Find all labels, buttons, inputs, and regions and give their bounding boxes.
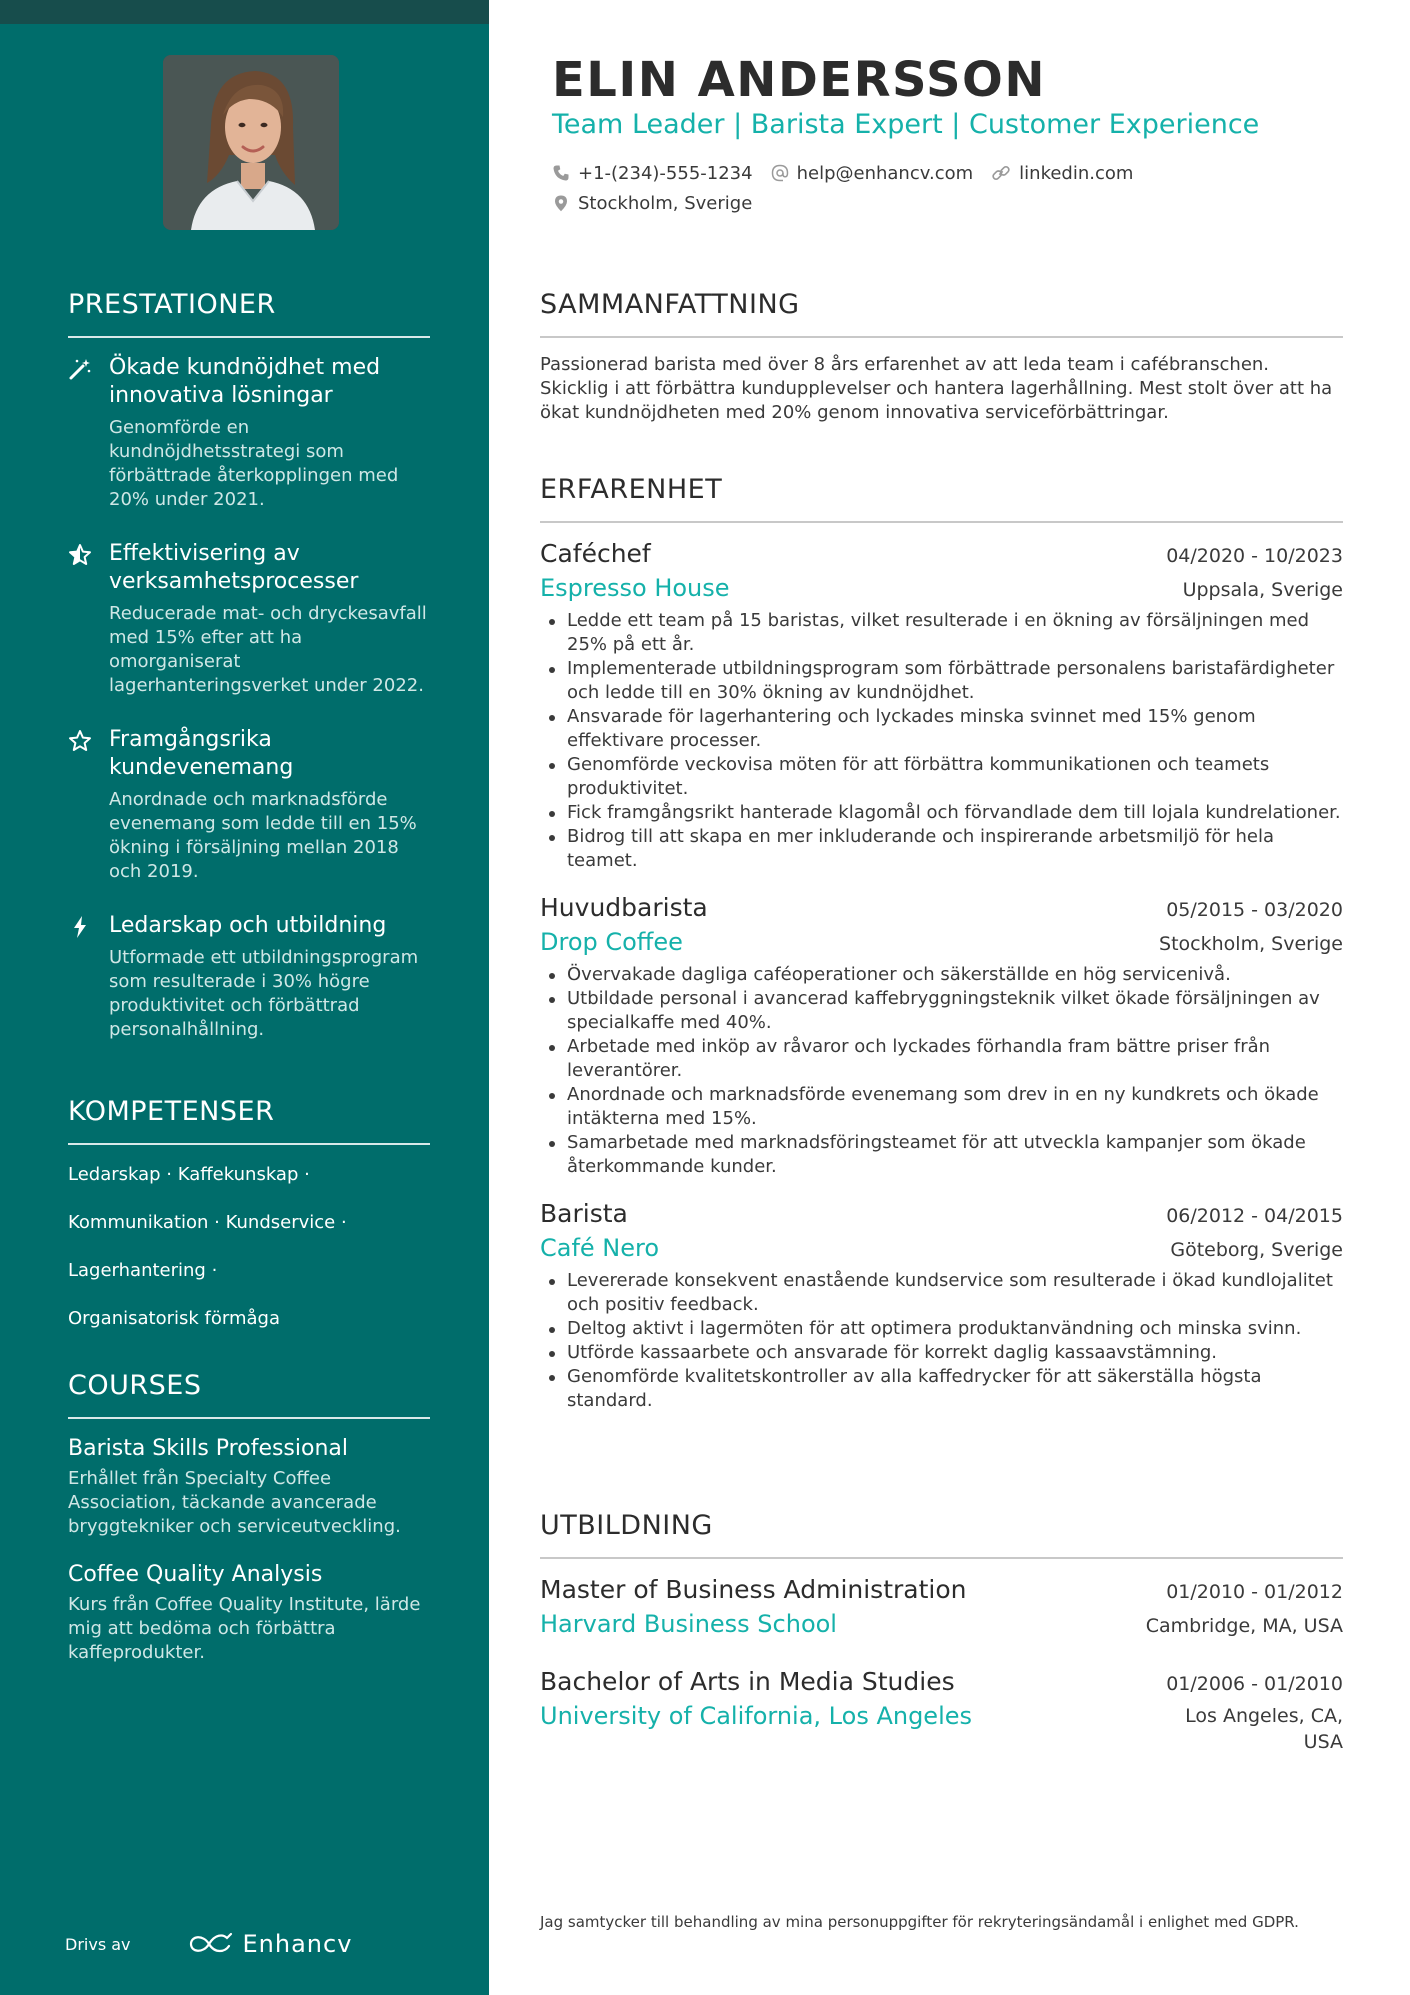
achievement-item <box>68 912 430 1042</box>
achievement-item <box>68 354 430 512</box>
summary-text: Passionerad barista med över 8 års erfarenhet av att leda team i cafébranschen. Skicklig i att förbättra kundupplevelser och hantera lagerhållning. Mest stolt över att ha ökat kundnöjdheten med 20% genom innovativa serviceförbättringar. <box>540 354 1333 423</box>
job-bullets <box>540 609 1343 873</box>
job-dates: 04/2020 - 10/2023 <box>1166 545 1343 567</box>
job-subheader <box>540 925 1343 959</box>
bullet-item: Utbildade personal i avancerad kaffebryggningsteknik vilket ökade försäljningen av specialkaffe med 40%. <box>540 987 1343 1035</box>
profile-photo <box>163 55 339 230</box>
skill-item: Organisatorisk förmåga <box>68 1308 280 1329</box>
education-entry <box>540 1573 1343 1641</box>
skill-row <box>68 1303 430 1335</box>
linkedin-url: linkedin.com <box>1019 162 1134 184</box>
job-location: Göteborg, Sverige <box>1170 1239 1343 1261</box>
contact-info <box>552 158 1332 218</box>
course-item <box>68 1435 430 1539</box>
summary-section <box>540 287 1343 425</box>
sidebar-top-bar <box>0 0 489 24</box>
sidebar <box>0 0 489 1995</box>
school-name: University of California, Los Angeles <box>540 1702 973 1730</box>
course-description: Kurs från Coffee Quality Institute, lärde mig att bedöma och förbättra kaffeprodukter. <box>68 1594 421 1663</box>
education-location-line: Los Angeles, CA, <box>1185 1705 1343 1727</box>
phone-icon <box>552 164 570 182</box>
education-header <box>540 1573 1343 1607</box>
education-subheader <box>540 1607 1343 1641</box>
phone-contact[interactable] <box>552 163 753 184</box>
achievements-heading: PRESTATIONER <box>68 287 430 338</box>
achievement-title: Ledarskap och utbildning <box>109 913 387 938</box>
location-contact <box>552 193 752 214</box>
education-location <box>1185 1699 1343 1755</box>
star-half-icon <box>68 543 92 567</box>
bullet-item: Ansvarade för lagerhantering och lyckades minska svinnet med 15% genom effektivare processer. <box>540 705 1343 753</box>
courses-heading: COURSES <box>68 1368 430 1419</box>
enhancv-logo-link[interactable] <box>189 1930 353 1958</box>
achievement-title: Ökade kundnöjdhet med innovativa lösningar <box>109 355 381 408</box>
company-name: Drop Coffee <box>540 928 683 956</box>
linkedin-contact[interactable] <box>991 163 1133 184</box>
school-name: Harvard Business School <box>540 1610 837 1638</box>
location-text: Stockholm, Sverige <box>578 192 753 214</box>
job-subheader <box>540 1231 1343 1265</box>
bullet-item: Anordnade och marknadsförde evenemang som drev in en ny kundkrets och ökade intäkterna med 15%. <box>540 1083 1343 1131</box>
achievement-title: Effektivisering av verksamhetsprocesser <box>109 541 359 594</box>
job-title: Barista <box>540 1199 628 1228</box>
achievements-section <box>68 287 430 1042</box>
company-name: Café Nero <box>540 1234 660 1262</box>
summary-heading: SAMMANFATTNING <box>540 287 1343 338</box>
bullet-item: Bidrog till att skapa en mer inkluderande och inspirerande arbetsmiljö för hela teamet. <box>540 825 1343 873</box>
job-location: Stockholm, Sverige <box>1159 933 1343 955</box>
achievement-description: Anordnade och marknadsförde evenemang som ledde till en 15% ökning i försäljning mellan 2018 och 2019. <box>109 789 417 882</box>
course-title: Barista Skills Professional <box>68 1436 349 1461</box>
enhancv-brand-text: Enhancv <box>242 1930 353 1958</box>
education-dates: 01/2006 - 01/2010 <box>1166 1673 1343 1695</box>
email-address: help@enhancv.com <box>796 162 974 184</box>
star-outline-icon <box>68 729 92 753</box>
job-header <box>540 537 1343 571</box>
job-bullets <box>540 1269 1343 1413</box>
contact-row <box>552 188 1332 218</box>
achievement-title: Framgångsrika kundevenemang <box>109 727 294 780</box>
phone-number: +1-(234)-555-1234 <box>578 162 753 184</box>
email-contact[interactable] <box>771 163 974 184</box>
job-dates: 06/2012 - 04/2015 <box>1166 1205 1343 1227</box>
skill-item: Kundservice · <box>225 1212 347 1233</box>
achievement-item <box>68 540 430 698</box>
gdpr-consent: Jag samtycker till behandling av mina personuppgifter för rekryteringsändamål i enlighet med GDPR. <box>540 1913 1299 1931</box>
location-pin-icon <box>552 193 570 213</box>
company-name: Espresso House <box>540 574 730 602</box>
experience-heading: ERFARENHET <box>540 472 1343 523</box>
job-title: Huvudbarista <box>540 893 708 922</box>
degree-title: Bachelor of Arts in Media Studies <box>540 1667 955 1696</box>
job-title: Caféchef <box>540 539 651 568</box>
education-header <box>540 1665 1343 1699</box>
achievement-description: Genomförde en kundnöjdhetsstrategi som förbättrade återkopplingen med 20% under 2021. <box>109 417 399 510</box>
powered-by-label: Drivs av <box>65 1934 131 1954</box>
bullet-item: Ledde ett team på 15 baristas, vilket resulterade i en ökning av försäljningen med 25% på ett år. <box>540 609 1343 657</box>
bullet-item: Övervakade dagliga caféoperationer och säkerställde en hög servicenivå. <box>540 963 1343 987</box>
skill-item: Lagerhantering · <box>68 1260 218 1281</box>
skill-item: Kaffekunskap · <box>177 1164 310 1185</box>
enhancv-logo-icon <box>189 1932 233 1956</box>
magic-wand-icon <box>68 357 92 381</box>
course-title: Coffee Quality Analysis <box>68 1562 323 1587</box>
degree-title: Master of Business Administration <box>540 1575 967 1604</box>
bullet-item: Samarbetade med marknadsföringsteamet för att utveckla kampanjer som ökade återkommande kunder. <box>540 1131 1343 1179</box>
bullet-item: Utförde kassaarbete och ansvarade för korrekt daglig kassaavstämning. <box>540 1341 1343 1365</box>
skill-row <box>68 1207 430 1239</box>
achievement-description: Utformade ett utbildningsprogram som resulterade i 30% högre produktivitet och förbättrad personalhållning. <box>109 947 419 1040</box>
job-header <box>540 891 1343 925</box>
education-location: Cambridge, MA, USA <box>1145 1615 1343 1637</box>
job-entry <box>540 537 1343 873</box>
person-headline: Team Leader | Barista Expert | Customer Experience <box>552 109 1260 140</box>
skills-section <box>68 1094 430 1335</box>
achievement-item <box>68 726 430 884</box>
bullet-item: Arbetade med inköp av råvaror och lyckades förhandla fram bättre priser från leverantörer. <box>540 1035 1343 1083</box>
link-icon <box>991 163 1011 183</box>
job-header <box>540 1197 1343 1231</box>
courses-section <box>68 1368 430 1665</box>
bullet-item: Levererade konsekvent enastående kundservice som resulterade i ökad kundlojalitet och positiv feedback. <box>540 1269 1343 1317</box>
at-sign-icon <box>771 164 789 182</box>
bullet-item: Implementerade utbildningsprogram som förbättrade personalens baristafärdigheter och ledde till en 30% ökning av kundnöjdhet. <box>540 657 1343 705</box>
skill-row <box>68 1255 430 1287</box>
skill-item: Kommunikation · <box>68 1212 220 1233</box>
contact-row <box>552 158 1332 188</box>
job-location: Uppsala, Sverige <box>1182 579 1343 601</box>
job-subheader <box>540 571 1343 605</box>
skills-heading: KOMPETENSER <box>68 1094 430 1145</box>
education-subheader <box>540 1699 1343 1755</box>
job-dates: 05/2015 - 03/2020 <box>1166 899 1343 921</box>
lightning-icon <box>68 915 92 939</box>
course-item <box>68 1561 430 1665</box>
skill-item: Ledarskap · <box>68 1164 173 1185</box>
course-description: Erhållet från Specialty Coffee Association, täckande avancerade bryggtekniker och serviceutveckling. <box>68 1468 401 1537</box>
education-section <box>540 1508 1343 1755</box>
education-dates: 01/2010 - 01/2012 <box>1166 1581 1343 1603</box>
skills-list <box>68 1159 430 1335</box>
powered-by <box>65 1930 352 1958</box>
bullet-item: Genomförde veckovisa möten för att förbättra kommunikationen och teamets produktivitet. <box>540 753 1343 801</box>
job-entry <box>540 891 1343 1179</box>
bullet-item: Genomförde kvalitetskontroller av alla kaffedrycker för att säkerställa högsta standard. <box>540 1365 1343 1413</box>
achievement-description: Reducerade mat- och dryckesavfall med 15% efter att ha omorganiserat lagerhanteringsverket under 2022. <box>109 603 427 696</box>
education-entry <box>540 1665 1343 1755</box>
bullet-item: Deltog aktivt i lagermöten för att optimera produktanvändning och minska svinn. <box>540 1317 1343 1341</box>
job-entry <box>540 1197 1343 1413</box>
job-bullets <box>540 963 1343 1179</box>
education-heading: UTBILDNING <box>540 1508 1343 1559</box>
bullet-item: Fick framgångsrikt hanterade klagomål och förvandlade dem till lojala kundrelationer. <box>540 801 1343 825</box>
skill-row <box>68 1159 430 1191</box>
experience-section <box>540 472 1343 1413</box>
person-name: ELIN ANDERSSON <box>552 52 1046 108</box>
education-location-line: USA <box>1303 1731 1343 1753</box>
